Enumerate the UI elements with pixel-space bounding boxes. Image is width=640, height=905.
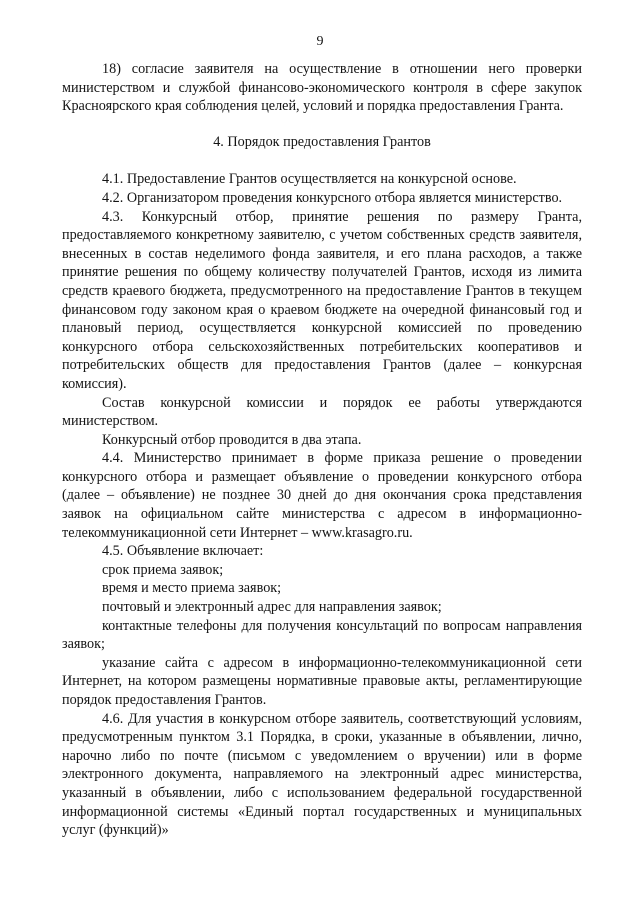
list-item-time-place: время и место приема заявок; <box>102 580 282 597</box>
paragraph-4-6: 4.6. Для участия в конкурсном отборе заявитель, соответствующий условиям, предусмотренным пунктом 3.1 Порядка, в сроки, указанные в объявлении, лично, нарочно либо по почте (письмом с уведомлением о вручении) или в форме электронного документа, направляемого на электронный адрес министерства, указанный в объявлении, либо с использованием федеральной государственной информационной системы «Единый портал государственных и муниципальных услуг (функций)» <box>62 710 582 839</box>
paragraph-4-1: 4.1. Предоставление Грантов осуществляется на конкурсной основе. <box>102 171 517 188</box>
section-heading: 4. Порядок предоставления Грантов <box>213 133 431 150</box>
list-item-website: указание сайта с адресом в информационно-телекоммуникационной сети Интернет, на котором размещены нормативные правовые акты, регламентирующие порядок предоставления Грантов. <box>62 654 582 708</box>
paragraph-two-stages: Конкурсный отбор проводится в два этапа. <box>102 431 362 448</box>
paragraph-commission: Состав конкурсной комиссии и порядок ее работы утверждаются министерством. <box>62 394 582 430</box>
paragraph-4-4: 4.4. Министерство принимает в форме приказа решение о проведении конкурсного отбора и размещает объявление о проведении конкурсного отбора (далее – объявление) не позднее 30 дней до дня окончания срока представления заявок на официальном сайте министерства с адресом в информационно-телекоммуникационной сети Интернет – www.krasagro.ru. <box>62 450 582 541</box>
paragraph-4-3: 4.3. Конкурсный отбор, принятие решения по размеру Гранта, предоставляемого конкретному заявителю, с учетом собственных средств заявителя, внесенных в состав неделимого фонда заявителя, и его плана расходов, а также принятие решения по общему количеству получателей Грантов, исходя из лимита средств краевого бюджета, предусмотренного на предоставление Грантов в текущем финансовом году законом края о краевом бюджете на очередной финансовый год и плановый период, осуществляется конкурсной комиссией по проведению конкурсного отбора сельскохозяйственных потребительских кооперативов и потребительских обществ для предоставления Грантов (далее – конкурсная комиссия). <box>62 208 582 392</box>
page-number: 9 <box>316 34 324 49</box>
paragraph-4-2: 4.2. Организатором проведения конкурсного отбора является министерство. <box>102 189 563 206</box>
list-item-address: почтовый и электронный адрес для направления заявок; <box>102 599 442 616</box>
document-body <box>62 60 582 840</box>
paragraph-item-18: 18) согласие заявителя на осуществление в отношении него проверки министерством и службой финансово-экономического контроля в сфере закупок Красноярского края соблюдения целей, условий и порядка предоставления Гранта. <box>62 61 582 115</box>
paragraph-4-5: 4.5. Объявление включает: <box>102 543 264 560</box>
list-item-phones: контактные телефоны для получения консультаций по вопросам направления заявок; <box>62 617 582 653</box>
list-item-deadline: срок приема заявок; <box>102 561 224 578</box>
